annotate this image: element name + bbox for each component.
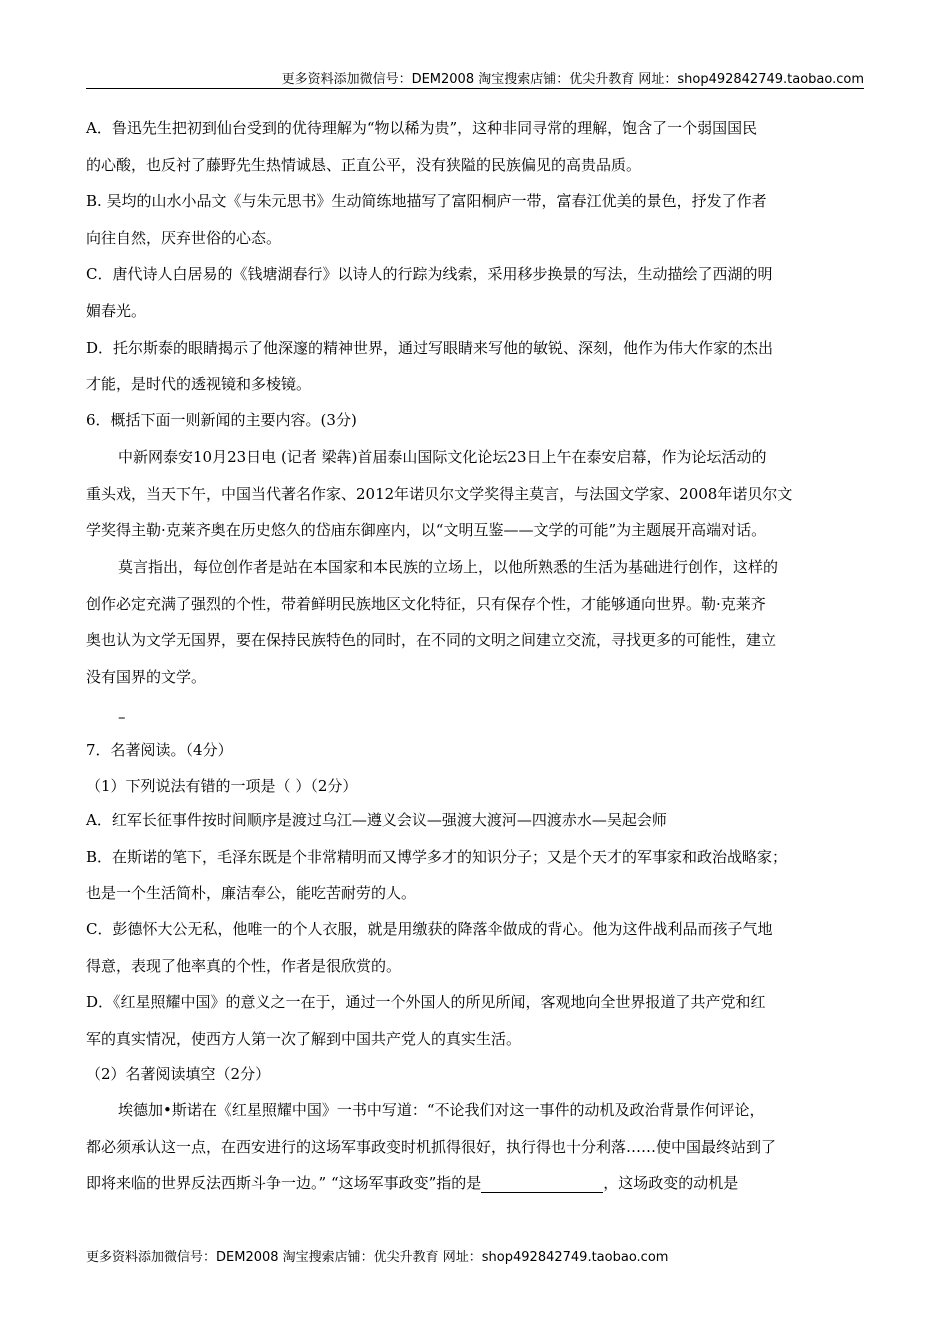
text-line: 的心酸，也反衬了藤野先生热情诚恳、正直公平，没有狭隘的民族偏见的高贵品质。: [86, 156, 642, 174]
news-paragraph-line: 中新网泰安10月23日电 (记者 梁犇)首届泰山国际文化论坛23日上午在泰安启幕，作为论坛活动的: [118, 448, 767, 466]
news-paragraph-line: 奥也认为文学无国界，要在保持民族特色的同时，在不同的文明之间建立交流，寻找更多的可能性，建立: [86, 631, 777, 649]
page-footer: 更多资料添加微信号：DEM2008 淘宝搜索店铺：优尖升教育 网址：shop492842749.taobao.com: [86, 1250, 669, 1265]
sub-question-title: （1）下列说法有错的一项是（ ）（2分）: [86, 777, 358, 795]
question-7-title: 7．名著阅读。（4分）: [86, 741, 233, 759]
text-line: A．鲁迅先生把初到仙台受到的优待理解为“物以稀为贵”，这种非同寻常的理解，饱含了一个弱国国民: [86, 119, 758, 137]
question-6-title: 6．概括下面一则新闻的主要内容。(3分): [86, 411, 357, 429]
passage-text: ，这场政变的动机是: [603, 1174, 739, 1192]
text-line: D．托尔斯泰的眼睛揭示了他深邃的精神世界，通过写眼睛来写他的敏锐、深刻，他作为伟大作家的杰出: [86, 339, 774, 357]
news-paragraph-line: 莫言指出，每位创作者是站在本国家和本民族的立场上，以他所熟悉的生活为基础进行创作，这样的: [118, 558, 779, 576]
text-line: 才能，是时代的透视镜和多棱镜。: [86, 375, 312, 393]
text-line: B. 吴均的山水小品文《与朱元思书》生动简练地描写了富阳桐庐一带，富春江优美的景色，抒发了作者: [86, 192, 767, 210]
option-line: 得意，表现了他率真的个性，作者是很欣赏的。: [86, 957, 402, 975]
option-line: D．《红星照耀中国》的意义之一在于，通过一个外国人的所见所闻，客观地向全世界报道了共产党和红: [86, 993, 766, 1011]
sub-question-title: （2）名著阅读填空（2分）: [86, 1065, 271, 1083]
option-line: B．在斯诺的笔下，毛泽东既是个非常精明而又博学多才的知识分子；又是个天才的军事家和政治战略家；: [86, 848, 788, 866]
news-paragraph-line: 学奖得主勒·克莱齐奥在历史悠久的岱庙东御座内，以“文明互鉴——文学的可能”为主题展开高端对话。: [86, 521, 767, 539]
option-line: A．红军长征事件按时间顺序是渡过乌江—遵义会议—强渡大渡河—四渡赤水—吴起会师: [86, 811, 667, 829]
stray-mark: –: [118, 708, 126, 726]
option-line: 也是一个生活简朴，廉洁奉公，能吃苦耐劳的人。: [86, 884, 417, 902]
text-line: 媚春光。: [86, 302, 147, 320]
passage-text: 即将来临的世界反法西斯斗争一边。” “这场军事政变”指的是: [86, 1174, 482, 1192]
news-paragraph-line: 没有国界的文学。: [86, 668, 207, 686]
page-header: 更多资料添加微信号：DEM2008 淘宝搜索店铺：优尖升教育 网址：shop492842749.taobao.com: [86, 68, 864, 89]
text-line: C．唐代诗人白居易的《钱塘湖春行》以诗人的行踪为线索，采用移步换景的写法，生动描绘了西湖的明: [86, 265, 773, 283]
option-line: C．彭德怀大公无私，他唯一的个人衣服，就是用缴获的降落伞做成的背心。他为这件战利品而孩子气地: [86, 920, 773, 938]
news-paragraph-line: 创作必定充满了强烈的个性，带着鲜明民族地区文化特征，只有保存个性，才能够通向世界。勒·克莱齐: [86, 595, 766, 613]
passage-line: 都必须承认这一点，在西安进行的这场军事政变时机抓得很好，执行得也十分利落……使中国最终站到了: [86, 1138, 777, 1156]
fill-in-blank[interactable]: [481, 1176, 603, 1193]
news-paragraph-line: 重头戏，当天下午，中国当代著名作家、2012年诺贝尔文学奖得主莫言，与法国文学家、2008年诺贝尔文: [86, 485, 793, 503]
passage-line: 埃德加•斯诺在《红星照耀中国》一书中写道：“不论我们对这一事件的动机及政治背景作何评论，: [118, 1101, 765, 1119]
passage-line: [86, 1173, 738, 1193]
option-line: 军的真实情况，使西方人第一次了解到中国共产党人的真实生活。: [86, 1030, 522, 1048]
text-line: 向往自然，厌弃世俗的心态。: [86, 229, 282, 247]
